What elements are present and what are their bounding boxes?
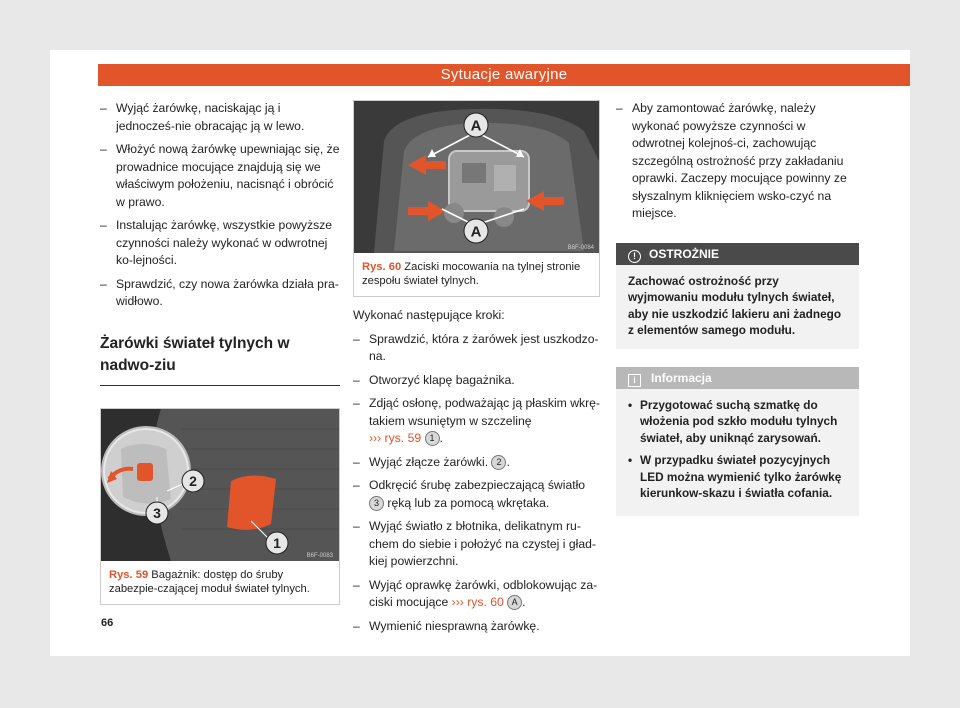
callout-2: 2	[189, 472, 197, 489]
callout-a-bottom: A	[470, 223, 482, 241]
trunk-illustration	[101, 409, 339, 561]
step-list-left	[100, 100, 340, 311]
warning-circle-icon: !	[628, 250, 641, 263]
column-middle	[353, 100, 600, 641]
list-item: – Wyjąć żarówkę, naciskając ją i jednocześ-nie obracając ją w lewo.	[100, 100, 340, 135]
figure-reference-link[interactable]: ››› rys. 60	[451, 595, 504, 609]
step-list-middle	[353, 331, 600, 636]
callout-badge: A	[507, 595, 522, 610]
callout-badge: 3	[369, 496, 384, 511]
page-number: 66	[101, 617, 114, 629]
section-header: Sytuacje awaryjne	[98, 64, 910, 86]
figure-code: B6F-0084	[567, 245, 594, 251]
heading-divider	[100, 385, 340, 386]
callout-1: 1	[273, 534, 281, 551]
figure-number: Rys. 59	[109, 568, 149, 581]
info-box	[616, 367, 859, 516]
list-item: – Otworzyć klapę bagażnika.	[353, 372, 600, 390]
callout-a-top: A	[470, 117, 482, 135]
section-heading: Żarówki świateł tylnych w nadwo-ziu	[100, 334, 290, 374]
caution-body: Zachować ostrożność przy wyjmowaniu modułu tylnych świateł, aby nie uszkodzić lakieru ani żadnego z elementów samego modułu.	[628, 273, 842, 337]
info-item: • Przygotować suchą szmatkę do włożenia pod szkło modułu tylnych świateł, aby uniknąć zarysowań.	[628, 397, 847, 447]
list-item: – Sprawdzić, która z żarówek jest uszkodzo-na.	[353, 331, 600, 366]
figure-number: Rys. 60	[362, 261, 402, 273]
figure-59	[100, 408, 340, 605]
figure-caption-text: Bagażnik: dostęp do śruby zabezpie-czającej moduł świateł tylnych.	[109, 568, 310, 595]
caution-header: ! OSTROŻNIE	[616, 243, 859, 265]
step-list-right	[616, 100, 859, 223]
info-body	[616, 389, 859, 516]
column-right	[616, 100, 859, 516]
steps-intro: Wykonać następujące kroki:	[353, 308, 505, 322]
info-item: • W przypadku świateł pozycyjnych LED można wymienić tylko żarówkę kierunkow-skazu i światła cofania.	[628, 452, 847, 502]
callout-badge: 1	[425, 431, 440, 446]
figure-60-image	[354, 101, 599, 253]
caution-box	[616, 243, 859, 349]
figure-caption-text: Zaciski mocowania na tylnej stronie zespołu świateł tylnych.	[362, 261, 581, 287]
info-header: i Informacja	[616, 367, 859, 389]
manual-page	[50, 50, 910, 656]
figure-reference-link[interactable]: ››› rys. 59	[369, 431, 422, 445]
figure-caption	[354, 253, 599, 296]
info-square-icon: i	[628, 374, 641, 387]
list-item: – Aby zamontować żarówkę, należy wykonać powyższe czynności w odwrotnej kolejnoś-ci, zachowując szczególną ostrożność przy zakładaniu oprawki. Zaczepy mocujące powinny ze słyszalnym kliknięciem wsko-czyć na miejsce.	[616, 100, 859, 223]
list-item: – Wyjąć oprawkę żarówki, odblokowując za-ciski mocujące ››› rys. 60 A .	[353, 577, 600, 612]
figure-60	[353, 100, 600, 297]
list-item: – Włożyć nową żarówkę upewniając się, że prowadnice mocujące znajdują się we właściwym położeniu, nacisnąć i obrócić w prawo.	[100, 141, 340, 211]
list-item: – Wymienić niesprawną żarówkę.	[353, 618, 600, 636]
list-item: – Instalując żarówkę, wszystkie powyższe czynności należy wykonać w odwrotnej ko-lejności.	[100, 217, 340, 270]
callout-badge: 2	[491, 455, 506, 470]
figure-caption	[101, 561, 339, 604]
list-item: – Zdjąć osłonę, podważając ją płaskim wkrę-takiem wsuniętym w szczelinę ››› rys. 59 1 .	[353, 395, 600, 448]
list-item: – Odkręcić śrubę zabezpieczającą światło 3 ręką lub za pomocą wkrętaka.	[353, 477, 600, 512]
taillight-illustration	[354, 101, 599, 253]
figure-code: B6F-0083	[306, 552, 333, 559]
callout-3: 3	[153, 504, 161, 521]
figure-59-image	[101, 409, 339, 561]
list-item: – Sprawdzić, czy nowa żarówka działa pra-widłowo.	[100, 276, 340, 311]
column-left	[100, 100, 340, 605]
list-item: – Wyjąć światło z błotnika, delikatnym ru-chem do siebie i położyć na czystej i gład-kiej powierzchni.	[353, 518, 600, 571]
list-item: – Wyjąć złącze żarówki. 2 .	[353, 454, 600, 472]
